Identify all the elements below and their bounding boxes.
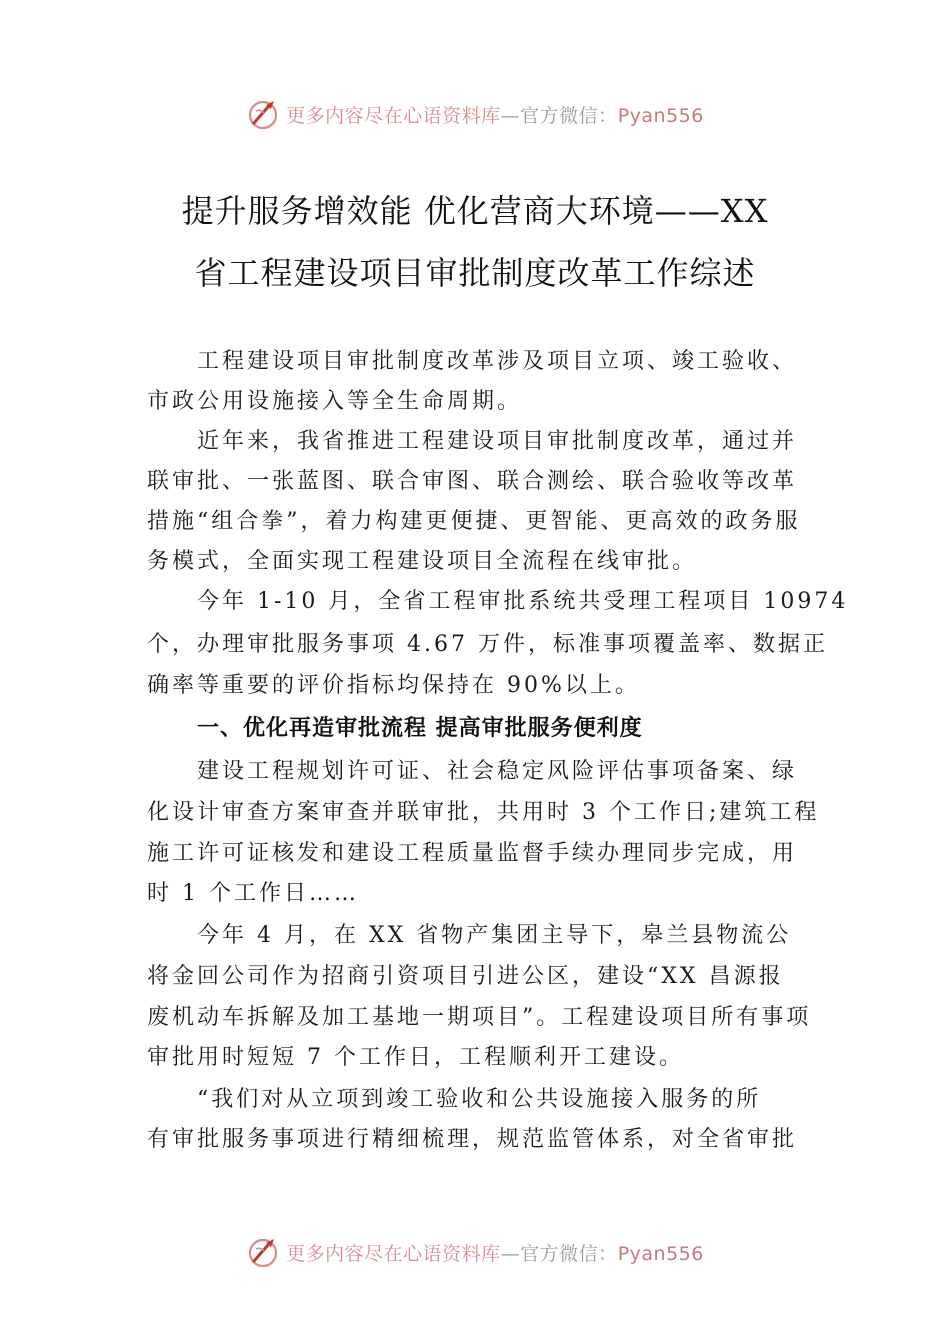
brush-logo-icon (246, 97, 280, 131)
watermark-footer (0, 1232, 950, 1272)
paragraph-line: 确率等重要的评价指标均保持在 90%以上。 (147, 673, 640, 698)
watermark-main: 更多内容尽在心语资料库 (286, 1242, 501, 1265)
paragraph-line: 将金回公司作为招商引资项目引进公区，建设“XX 昌源报 (147, 964, 784, 989)
paragraph-line: 市政公用设施接入等全生命周期。 (147, 389, 523, 414)
paragraph-line: 今年 1-10 月，全省工程审批系统共受理工程项目 10974 (197, 589, 849, 614)
section-heading-1: 一、优化再造审批流程 提高审批服务便利度 (197, 716, 643, 741)
paragraph-line: 有审批服务事项进行精细梳理，规范监管体系，对全省审批 (147, 1127, 798, 1152)
watermark-id: Pyan556 (617, 104, 704, 127)
paragraph-line: 务模式，全面实现工程建设项目全流程在线审批。 (147, 549, 698, 574)
paragraph-line: 个，办理审批服务事项 4.67 万件，标准事项覆盖率、数据正 (147, 632, 828, 657)
paragraph-line: 审批用时短短 7 个工作日，工程顺利开工建设。 (147, 1045, 684, 1070)
watermark-dash: —官方微信： (500, 104, 618, 127)
paragraph-line: “我们对从立项到竣工验收和公共设施接入服务的所 (197, 1087, 762, 1112)
watermark-header (0, 94, 950, 134)
document-title-line2: 省工程建设项目审批制度改革工作综述 (194, 254, 756, 292)
paragraph-line: 工程建设项目审批制度改革涉及项目立项、竣工验收、 (197, 349, 798, 374)
paragraph-line: 措施“组合拳”，着力构建更便捷、更智能、更高效的政务服 (147, 509, 801, 534)
brush-logo-icon (246, 1235, 280, 1269)
paragraph-line: 近年来，我省推进工程建设项目审批制度改革，通过并 (197, 429, 798, 454)
paragraph-line: 建设工程规划许可证、社会稳定风险评估事项备案、绿 (197, 759, 798, 784)
paragraph-line: 今年 4 月，在 XX 省物产集团主导下，皋兰县物流公 (197, 923, 792, 948)
paragraph-line: 联审批、一张蓝图、联合审图、联合测绘、联合验收等改革 (147, 469, 798, 494)
watermark-text (286, 101, 704, 128)
watermark-dash: —官方微信： (500, 1242, 618, 1265)
document-title-line1: 提升服务增效能 优化营商大环境——XX (181, 192, 769, 230)
watermark-main: 更多内容尽在心语资料库 (286, 104, 501, 127)
paragraph-line: 化设计审查方案审查并联审批，共用时 3 个工作日;建筑工程 (147, 800, 820, 825)
paragraph-line: 时 1 个工作日…… (147, 881, 359, 906)
paragraph-line: 施工许可证核发和建设工程质量监督手续办理同步完成，用 (147, 841, 798, 866)
watermark-id: Pyan556 (617, 1242, 704, 1265)
paragraph-line: 废机动车拆解及加工基地一期项目”。工程建设项目所有事项 (147, 1005, 812, 1030)
watermark-text (286, 1239, 704, 1266)
